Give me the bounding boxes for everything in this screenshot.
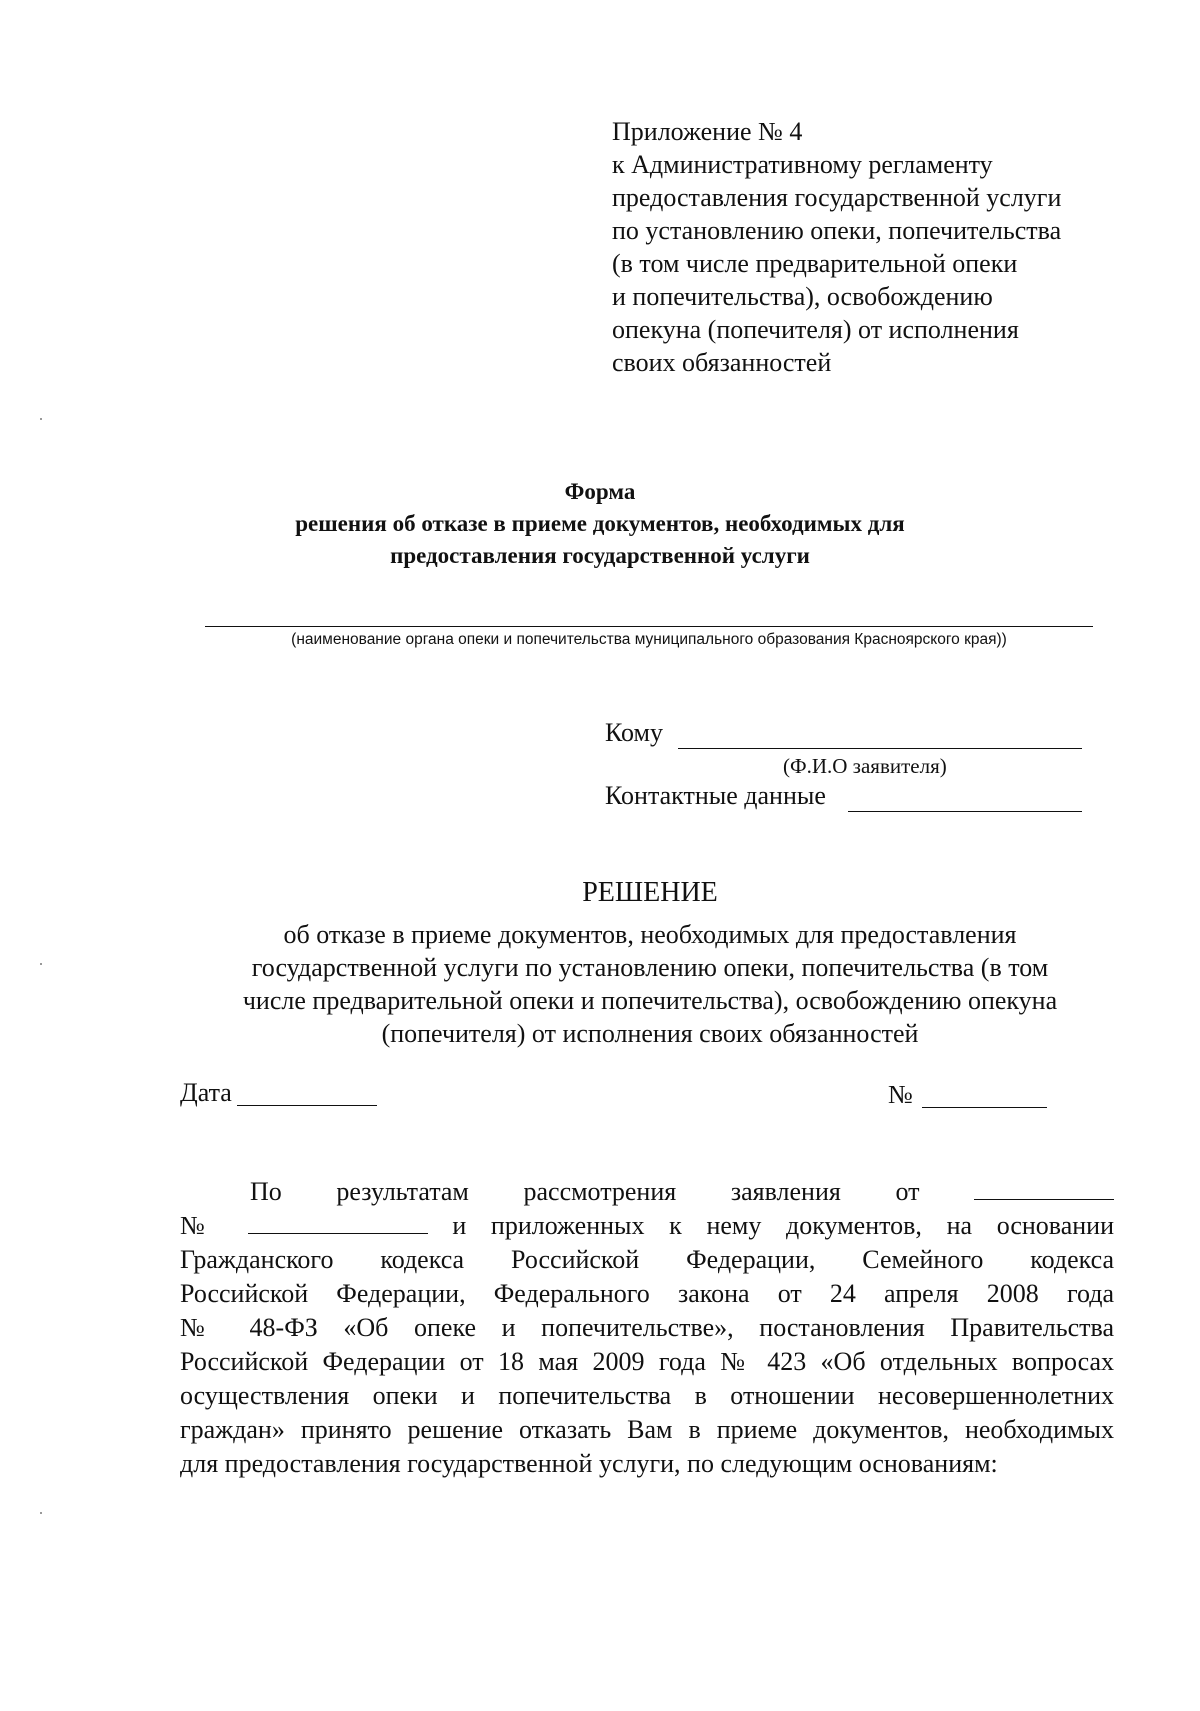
decision-subtitle-line: государственной услуги по установлению опеки, попечительства (в том bbox=[251, 953, 1049, 982]
body-line: Российской Федерации от 18 мая 2009 года № 423 «Об отдельных вопросах bbox=[180, 1347, 1114, 1376]
body-line: граждан» принято решение отказать Вам в приеме документов, необходимых bbox=[180, 1415, 1114, 1444]
body-word: рассмотрения bbox=[523, 1177, 677, 1206]
body-word: результатам bbox=[336, 1177, 469, 1206]
fio-caption: (Ф.И.О заявителя) bbox=[783, 754, 947, 778]
org-name-caption: (наименование органа опеки и попечительства муниципального образования Красноярского края)) bbox=[291, 631, 1007, 648]
form-title-line: Форма bbox=[564, 479, 636, 504]
number-blank-line bbox=[922, 1107, 1047, 1108]
recipient-label: Кому bbox=[605, 718, 664, 747]
annex-line: Приложение № 4 bbox=[612, 117, 803, 146]
body-word: заявления bbox=[730, 1177, 841, 1206]
application-date-blank bbox=[974, 1177, 1114, 1200]
body-paragraph bbox=[180, 1175, 1114, 1481]
scan-speck bbox=[40, 418, 42, 420]
body-line bbox=[180, 1175, 1114, 1209]
annex-line: и попечительства), освобождению bbox=[612, 282, 993, 311]
body-line: Гражданского кодекса Российской Федерации, Семейного кодекса bbox=[180, 1245, 1114, 1274]
date-blank-line bbox=[237, 1105, 377, 1106]
decision-title: РЕШЕНИЕ bbox=[582, 877, 718, 908]
recipient-blank-line bbox=[678, 748, 1082, 749]
annex-line: опекуна (попечителя) от исполнения bbox=[612, 315, 1019, 344]
annex-line: предоставления государственной услуги bbox=[612, 183, 1062, 212]
body-line: № 48-ФЗ «Об опеке и попечительстве», постановления Правительства bbox=[180, 1313, 1114, 1342]
body-word: от bbox=[895, 1177, 920, 1206]
annex-line: (в том числе предварительной опеки bbox=[612, 249, 1018, 278]
scan-speck bbox=[40, 963, 42, 965]
annex-line: по установлению опеки, попечительства bbox=[612, 216, 1062, 245]
application-number-blank bbox=[248, 1211, 428, 1234]
decision-subtitle-line: об отказе в приеме документов, необходимых для предоставления bbox=[283, 920, 1017, 949]
scan-speck bbox=[40, 1512, 42, 1514]
annex-line: к Административному регламенту bbox=[612, 150, 993, 179]
annex-line: своих обязанностей bbox=[612, 348, 832, 377]
form-title-line: решения об отказе в приеме документов, необходимых для bbox=[295, 511, 905, 536]
body-word: По bbox=[250, 1177, 282, 1206]
contacts-label: Контактные данные bbox=[605, 781, 826, 810]
body-line: для предоставления государственной услуги, по следующим основаниям: bbox=[180, 1449, 998, 1478]
org-name-blank-line bbox=[205, 626, 1093, 627]
decision-subtitle-line: числе предварительной опеки и попечительства), освобождению опекуна bbox=[242, 986, 1058, 1015]
body-word: № bbox=[180, 1211, 223, 1240]
decision-subtitle bbox=[0, 918, 1200, 1050]
annex-header bbox=[612, 115, 1061, 379]
decision-subtitle-line: (попечителя) от исполнения своих обязанностей bbox=[381, 1019, 919, 1048]
form-title-line: предоставления государственной услуги bbox=[390, 543, 810, 568]
body-line bbox=[180, 1209, 1114, 1243]
contacts-blank-line bbox=[848, 811, 1082, 812]
body-word: и приложенных к нему документов, на основании bbox=[452, 1211, 1115, 1240]
form-title bbox=[0, 476, 1200, 572]
number-label: № bbox=[888, 1080, 913, 1109]
date-label: Дата bbox=[180, 1078, 232, 1107]
body-line: Российской Федерации, Федерального закона от 24 апреля 2008 года bbox=[180, 1279, 1114, 1308]
body-line: осуществления опеки и попечительства в отношении несовершеннолетних bbox=[180, 1381, 1114, 1410]
